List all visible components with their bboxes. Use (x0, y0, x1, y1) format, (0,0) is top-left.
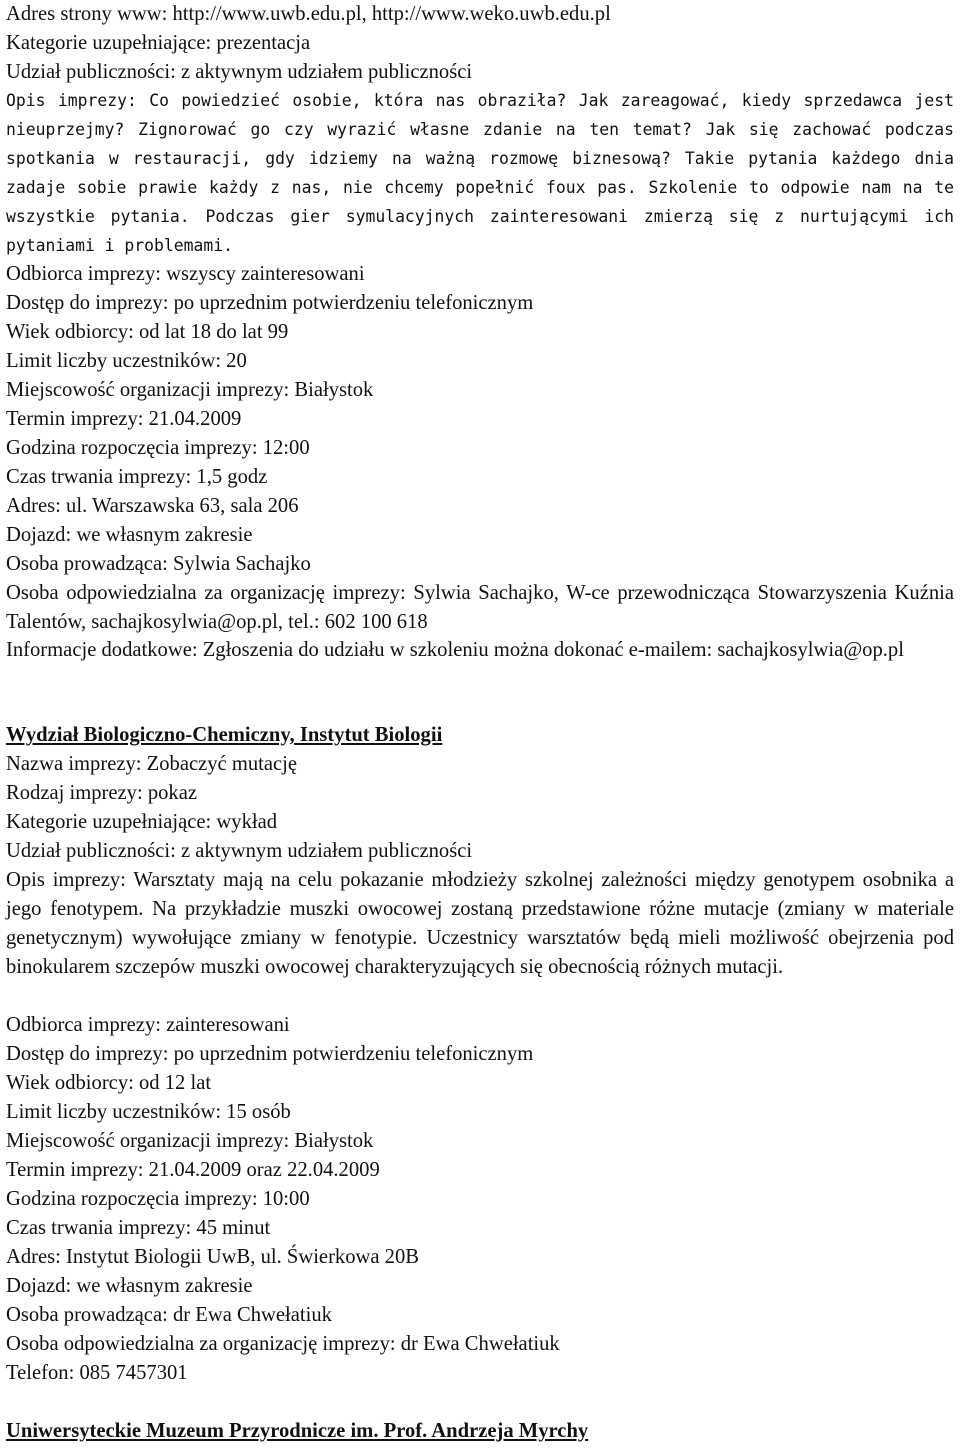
access-line: Dostęp do imprezy: po uprzednim potwierdzeniu telefonicznym (6, 292, 534, 314)
transport-line: Dojazd: we własnym zakresie (6, 1275, 253, 1297)
participation-line: Udział publiczności: z aktywnym udziałem publiczności (6, 840, 473, 862)
website-line: Adres strony www: http://www.uwb.edu.pl, http://www.weko.uwb.edu.pl (6, 3, 611, 25)
responsible-paragraph: Osoba odpowiedzialna za organizację imprezy: Sylwia Sachajko, W-ce przewodnicząca Stowarzyszenia Kuźnia Talentów, sachajkosylwia@op.pl, tel.: 602 100 618 (6, 582, 954, 633)
address-line: Adres: Instytut Biologii UwB, ul. Świerkowa 20B (6, 1246, 420, 1268)
participant-limit-line: Limit liczby uczestników: 20 (6, 350, 247, 372)
date-line: Termin imprezy: 21.04.2009 oraz 22.04.2009 (6, 1159, 380, 1181)
location-line: Miejscowość organizacji imprezy: Białystok (6, 1130, 374, 1152)
audience-line: Odbiorca imprezy: wszyscy zainteresowani (6, 263, 365, 285)
responsible-line: Osoba odpowiedzialna za organizację imprezy: dr Ewa Chwełatiuk (6, 1333, 560, 1355)
participation-line: Udział publiczności: z aktywnym udziałem publiczności (6, 61, 473, 83)
date-line: Termin imprezy: 21.04.2009 (6, 408, 242, 430)
audience-line: Odbiorca imprezy: zainteresowani (6, 1014, 290, 1036)
duration-line: Czas trwania imprezy: 1,5 godz (6, 466, 268, 488)
address-line: Adres: ul. Warszawska 63, sala 206 (6, 495, 299, 517)
description-paragraph: Opis imprezy: Warsztaty mają na celu pokazanie młodzieży szkolnej zależności między genotypem osobnika a jego fenotypem. Na przykładzie muszki owocowej zostaną przedstawione różne mutacje (zmiany w materiale genetycznym) wywołujące zmiany w fenotypie. Uczestnicy warsztatów będą mieli możliwość obejrzenia pod binokularem szczepów muszki owocowej charakteryzujących się obecnością różnych mutacji. (6, 869, 954, 978)
description-paragraph: Opis imprezy: Co powiedzieć osobie, która nas obraziła? Jak zareagować, kiedy sprzedawca jest nieuprzejmy? Zignorować go czy wyrazić własne zdanie na ten temat? Jak się zachować podczas spotkania w restauracji, gdy idziemy na ważną rozmowę biznesową? Takie pytania każdego dnia zadaje sobie prawie każdy z nas, nie chcemy popełnić foux pas. Szkolenie to odpowie nam na te wszystkie pytania. Podczas gier symulacyjnych zainteresowani zmierzą się z nurtującymi ich pytaniami i problemami. (6, 91, 954, 255)
section-heading-museum: Uniwersyteckie Muzeum Przyrodnicze im. Prof. Andrzeja Myrchy (6, 1420, 589, 1442)
access-line: Dostęp do imprezy: po uprzednim potwierdzeniu telefonicznym (6, 1043, 534, 1065)
start-time-line: Godzina rozpoczęcia imprezy: 12:00 (6, 437, 310, 459)
host-line: Osoba prowadząca: dr Ewa Chwełatiuk (6, 1304, 332, 1326)
transport-line: Dojazd: we własnym zakresie (6, 524, 253, 546)
event-type-line: Rodzaj imprezy: pokaz (6, 782, 197, 804)
age-line: Wiek odbiorcy: od 12 lat (6, 1072, 212, 1094)
section-heading-biology: Wydział Biologiczno-Chemiczny, Instytut Biologii (6, 724, 443, 746)
phone-line: Telefon: 085 7457301 (6, 1362, 188, 1384)
age-line: Wiek odbiorcy: od lat 18 do lat 99 (6, 321, 289, 343)
categories-line: Kategorie uzupełniające: wykład (6, 811, 278, 833)
categories-line: Kategorie uzupełniające: prezentacja (6, 32, 311, 54)
participant-limit-line: Limit liczby uczestników: 15 osób (6, 1101, 291, 1123)
duration-line: Czas trwania imprezy: 45 minut (6, 1217, 271, 1239)
event-name-line: Nazwa imprezy: Zobaczyć mutację (6, 753, 298, 775)
start-time-line: Godzina rozpoczęcia imprezy: 10:00 (6, 1188, 310, 1210)
location-line: Miejscowość organizacji imprezy: Białystok (6, 379, 374, 401)
additional-info-paragraph: Informacje dodatkowe: Zgłoszenia do udziału w szkoleniu można dokonać e-mailem: sachajkosylwia@op.pl (6, 639, 904, 661)
host-line: Osoba prowadząca: Sylwia Sachajko (6, 553, 311, 575)
